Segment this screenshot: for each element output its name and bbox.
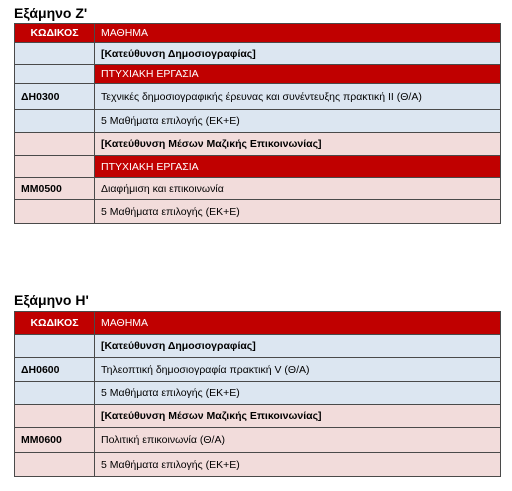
course-name: 5 Μαθήματα επιλογής (ΕΚ+Ε) — [95, 382, 501, 405]
table-row — [15, 65, 501, 84]
table-row — [15, 405, 501, 428]
course-name: [Κατεύθυνση Μέσων Μαζικής Επικοινωνίας] — [95, 405, 501, 428]
table-header-row — [15, 312, 501, 335]
table-row — [15, 200, 501, 224]
course-name: Τηλεοπτική δημοσιογραφία πρακτική V (Θ/Α) — [95, 358, 501, 382]
course-code — [15, 405, 95, 428]
course-code: ΔΗ0600 — [15, 358, 95, 382]
table-header-row — [15, 24, 501, 43]
table-row — [15, 453, 501, 477]
course-name: 5 Μαθήματα επιλογής (ΕΚ+Ε) — [95, 453, 501, 477]
table-row — [15, 335, 501, 358]
course-code — [15, 382, 95, 405]
course-name: Διαφήμιση και επικοινωνία — [95, 178, 501, 200]
semester-8-table — [14, 311, 501, 477]
code-column-header: ΚΩΔΙΚΟΣ — [15, 24, 95, 43]
course-column-header: ΜΑΘΗΜΑ — [95, 312, 501, 335]
code-column-header: ΚΩΔΙΚΟΣ — [15, 312, 95, 335]
course-name: [Κατεύθυνση Δημοσιογραφίας] — [95, 43, 501, 65]
table-row — [15, 358, 501, 382]
table-row — [15, 133, 501, 156]
table-row — [15, 84, 501, 110]
course-name: [Κατεύθυνση Μέσων Μαζικής Επικοινωνίας] — [95, 133, 501, 156]
table-row — [15, 428, 501, 453]
course-name: ΠΤΥΧΙΑΚΗ ΕΡΓΑΣΙΑ — [95, 65, 501, 84]
course-name: 5 Μαθήματα επιλογής (ΕΚ+Ε) — [95, 200, 501, 224]
table-row — [15, 156, 501, 178]
course-code — [15, 453, 95, 477]
course-code: ΜΜ0500 — [15, 178, 95, 200]
course-code — [15, 43, 95, 65]
course-code: ΔΗ0300 — [15, 84, 95, 110]
course-name: ΠΤΥΧΙΑΚΗ ΕΡΓΑΣΙΑ — [95, 156, 501, 178]
semester-8-title: Εξάμηνο Η' — [14, 292, 89, 308]
table-row — [15, 110, 501, 133]
course-code — [15, 200, 95, 224]
course-column-header: ΜΑΘΗΜΑ — [95, 24, 501, 43]
table-row — [15, 43, 501, 65]
semester-7-table — [14, 23, 501, 224]
course-name: Τεχνικές δημοσιογραφικής έρευνας και συνέντευξης πρακτική ΙΙ (Θ/Α) — [95, 84, 501, 110]
semester-7-title: Εξάμηνο Ζ' — [14, 5, 88, 21]
table-row — [15, 178, 501, 200]
course-code — [15, 133, 95, 156]
course-code — [15, 65, 95, 84]
course-name: [Κατεύθυνση Δημοσιογραφίας] — [95, 335, 501, 358]
course-code — [15, 335, 95, 358]
course-code: ΜΜ0600 — [15, 428, 95, 453]
course-name: 5 Μαθήματα επιλογής (ΕΚ+Ε) — [95, 110, 501, 133]
course-name: Πολιτική επικοινωνία (Θ/Α) — [95, 428, 501, 453]
table-row — [15, 382, 501, 405]
course-code — [15, 110, 95, 133]
course-code — [15, 156, 95, 178]
